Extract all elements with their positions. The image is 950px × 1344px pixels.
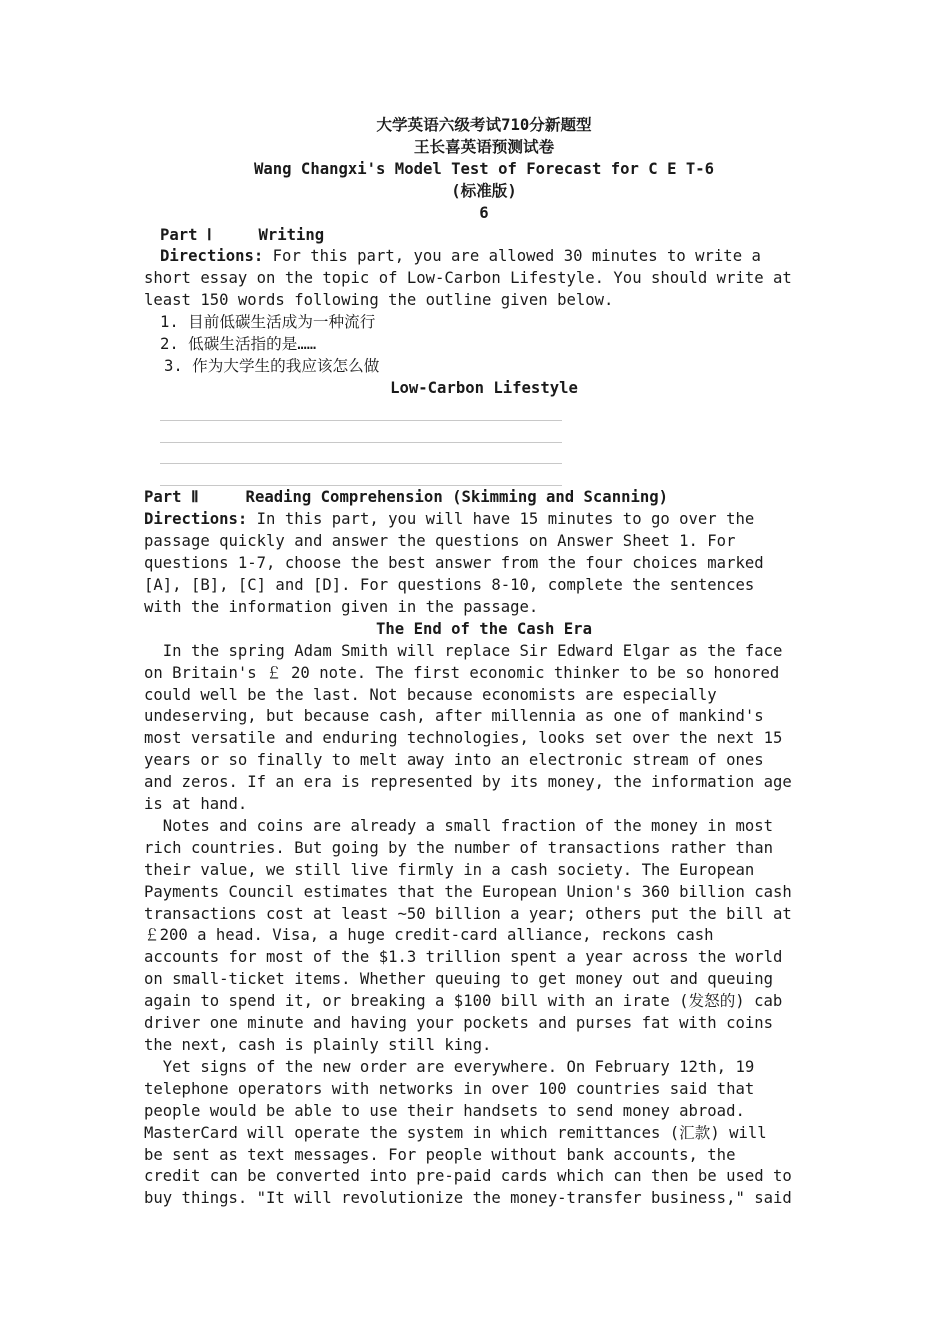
outline-item: 1. 目前低碳生活成为一种流行 (160, 313, 376, 332)
exam-subtitle: 王长喜英语预测试卷 (413, 137, 555, 156)
answer-line (160, 444, 562, 466)
passage-title: The End of the Cash Era (376, 619, 592, 638)
passage-paragraph (144, 1057, 824, 1210)
exam-title: 大学英语六级考试710分新题型 (376, 116, 592, 134)
passage-line: is at hand. (144, 795, 248, 814)
exam-english-title: Wang Changxi's Model Test of Forecast for C E T-6 (253, 159, 715, 178)
part2-heading: Part Ⅱ Reading Comprehension (Skimming and Scanning) (144, 488, 669, 507)
answer-line (160, 465, 562, 487)
passage-line: on small-ticket items. Whether queuing to get money out and queuing (144, 970, 774, 989)
passage-line: rich countries. But going by the number of transactions rather than (144, 838, 774, 857)
exam-edition: (标准版) (451, 181, 517, 200)
passage-line: credit can be converted into pre-paid cards which can then be used to (144, 1167, 792, 1186)
passage-line: and zeros. If an era is represented by its money, the information age (144, 773, 792, 792)
passage-line: Payments Council estimates that the European Union's 360 billion cash (144, 882, 792, 901)
passage-line: people would be able to use their handsets to send money abroad. (144, 1101, 745, 1120)
outline-item: 2. 低碳生活指的是…… (160, 335, 317, 354)
passage-line: telephone operators with networks in over 100 countries said that (144, 1079, 755, 1098)
passage-paragraph (144, 641, 824, 816)
passage-line: undeserving, but because cash, after millennia as one of mankind's (144, 707, 764, 726)
passage-line: driver one minute and having your pockets and purses fat with coins (144, 1014, 774, 1033)
directions-text: [A], [B], [C] and [D]. For questions 8-10, complete the sentences (144, 575, 755, 594)
directions-text: least 150 words following the outline given below. (144, 291, 614, 310)
directions-text: questions 1-7, choose the best answer from the four choices marked (144, 554, 764, 573)
passage-line: MasterCard will operate the system in which remittances (汇款) will (144, 1123, 767, 1142)
passage-line: ￡200 a head. Visa, a huge credit-card alliance, reckons cash (144, 926, 714, 945)
passage-line: years or so finally to melt away into an electronic stream of ones (144, 751, 764, 770)
directions-text: In this part, you will have 15 minutes to go over the (247, 510, 755, 529)
writing-outline (144, 312, 824, 378)
passage-line: the next, cash is plainly still king. (144, 1036, 492, 1054)
passage-line: on Britain's ￡ 20 note. The first economic thinker to be so honored (144, 663, 780, 682)
outline-item: 3. 作为大学生的我应该怎么做 (164, 356, 380, 375)
passage-line: In the spring Adam Smith will replace Sir Edward Elgar as the face (144, 641, 783, 660)
essay-title: Low-Carbon Lifestyle (390, 378, 578, 397)
part1-directions (144, 246, 824, 312)
test-number: 6 (479, 203, 489, 222)
directions-text: with the information given in the passage. (144, 597, 539, 616)
passage-line: buy things. "It will revolutionize the money-transfer business," said (144, 1189, 792, 1208)
passage-line: be sent as text messages. For people without bank accounts, the (144, 1145, 736, 1164)
answer-line (160, 400, 562, 422)
passage-line: transactions cost at least ~50 billion a year; others put the bill at (144, 904, 792, 923)
passage-line: Notes and coins are already a small fraction of the money in most (144, 816, 774, 835)
passage-line: their value, we still live firmly in a cash society. The European (144, 860, 755, 879)
passage-paragraph (144, 816, 824, 1057)
part1-heading: Part Ⅰ Writing (160, 225, 325, 244)
passage-line: again to spend it, or breaking a $100 bill with an irate (发怒的) cab (144, 992, 783, 1011)
directions-label: Directions: (144, 510, 248, 529)
passage-line: accounts for most of the $1.3 trillion spent a year across the world (144, 948, 783, 967)
passage-line: Yet signs of the new order are everywhere. On February 12th, 19 (144, 1057, 755, 1076)
directions-text: For this part, you are allowed 30 minutes to write a (263, 247, 761, 266)
passage-line: could well be the last. Not because economists are especially (144, 685, 717, 704)
directions-label: Directions: (160, 247, 264, 266)
document-page (144, 115, 824, 1210)
directions-text: short essay on the topic of Low-Carbon Lifestyle. You should write at (144, 269, 792, 288)
answer-line (160, 422, 562, 444)
passage-line: most versatile and enduring technologies, looks set over the next 15 (144, 729, 783, 748)
answer-lines (144, 400, 824, 488)
directions-text: passage quickly and answer the questions on Answer Sheet 1. For (144, 532, 736, 551)
part2-directions (144, 509, 824, 619)
